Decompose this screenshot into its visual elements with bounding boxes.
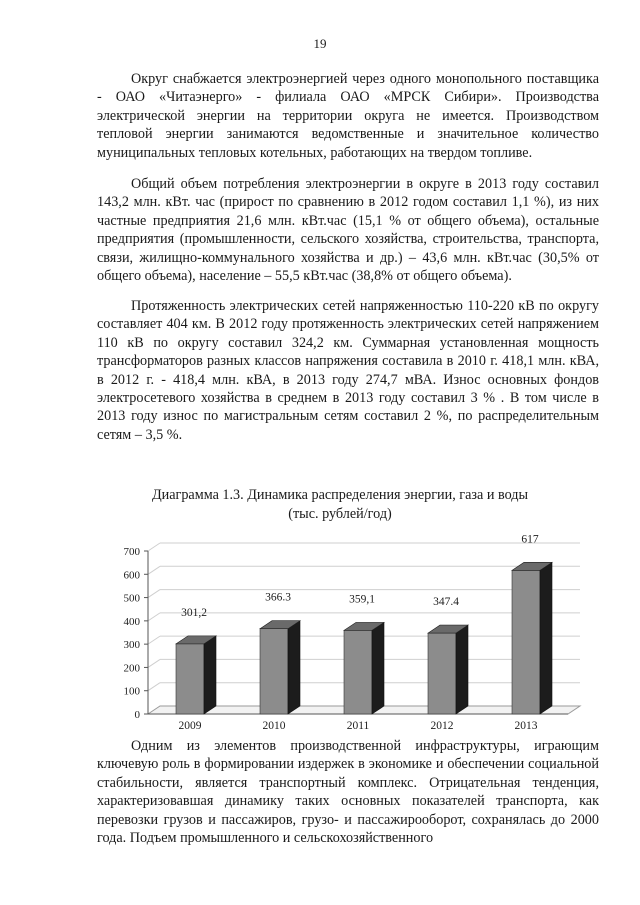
y-tick-label: 700 [123, 546, 140, 558]
data-label: 359,1 [349, 593, 375, 606]
chart-subtitle: (тыс. рублей/год) [288, 506, 392, 522]
page-number: 19 [313, 36, 327, 51]
x-tick-label: 2009 [178, 720, 202, 732]
bar [344, 630, 372, 714]
data-label: 366.3 [265, 591, 291, 604]
x-tick-label: 2011 [346, 720, 370, 732]
x-tick-label: 2013 [514, 720, 538, 732]
y-tick-label: 400 [123, 615, 140, 628]
bar [428, 633, 456, 714]
x-tick-label: 2012 [430, 720, 454, 732]
data-label: 347.4 [433, 596, 459, 609]
gridline-side [148, 659, 160, 667]
y-tick-label: 600 [123, 569, 140, 582]
bar-side [540, 562, 552, 714]
bar-side [204, 636, 216, 714]
y-tick-label: 0 [134, 709, 140, 721]
y-tick-label: 100 [123, 685, 140, 698]
paragraph-consumption: Общий объем потребления электроэнергии в округе в 2013 году составил 143,2 млн. кВт. час (прирост по сравнению в 2012 годом составил 1,1 %), из них частные предприятия 21,6 млн. кВт.час (15,1 % от общего объема), остальные предприятия (промышленности, сельского хозяйства, строительства, транспорта, связи, жилищно-коммунального хозяйства и др.) – 43,6 млн. кВт.час (30,5% от общего объема), население – 55,5 кВт.час (38,8% от общего объема). [97, 176, 599, 285]
bar [512, 570, 540, 714]
gridline-side [148, 566, 160, 574]
data-label: 301,2 [181, 606, 207, 619]
bar [176, 644, 204, 714]
chart-title: Диаграмма 1.3. Динамика распределения энергии, газа и воды [151, 487, 529, 503]
gridline-side [148, 543, 160, 551]
gridline-side [148, 590, 160, 598]
paragraph-transport: Одним из элементов производственной инфраструктуры, играющим ключевую роль в формировании издержек в экономике и обеспечении социальной стабильности, является транспортный комплекс. Отрицательная тенденция, характеризовавшая динамику таких основных показателей транспорта, как перевозки грузов и пассажиров, грузо- и пассажирооборот, сохранялась до 2000 года. Подъем промышленного и сельскохозяйственного [97, 738, 599, 847]
data-label: 617 [521, 534, 539, 546]
y-tick-label: 300 [123, 639, 140, 652]
x-tick-label: 2010 [262, 720, 286, 732]
paragraph-power-grid: Протяженность электрических сетей напряженностью 110-220 кВ по округу составляет 404 км. В 2012 году протяженность электрических сетей напряжением 110 кВ по округу составил 324,2 км. Суммарная установленная мощность трансформаторов разных классов напряжения составила в 2010 г. 418,1 млн. кВА, в 2012 г. - 418,4 млн. кВА, в 2013 году 274,7 мВА. Износ основных фондов электросетевого хозяйства в среднем в 2013 году составил 3 % . В том числе в 2013 году износ по магистральным сетям составил 2 %, по распределительным сетям – 3,5 %. [97, 298, 599, 443]
bar-side [288, 621, 300, 714]
bar-side [372, 622, 384, 714]
gridline-side [148, 636, 160, 644]
gridline-side [148, 683, 160, 691]
chart-caption [120, 486, 560, 524]
y-tick-label: 200 [123, 662, 140, 675]
gridline-side [148, 613, 160, 621]
energy-distribution-bar-chart [100, 534, 600, 739]
bar [260, 629, 288, 714]
y-tick-label: 500 [123, 592, 140, 605]
paragraph-electricity-supply: Округ снабжается электроэнергией через одного монопольного поставщика - ОАО «Читаэнерго» - филиала ОАО «МРСК Сибири». Производства электрической энергии на территории округа не имеется. Производством тепловой энергии занимаются ведомственные и значительное количество муниципальных тепловых котельных, работающих на твердом топливе. [97, 71, 599, 161]
bar-side [456, 625, 468, 714]
